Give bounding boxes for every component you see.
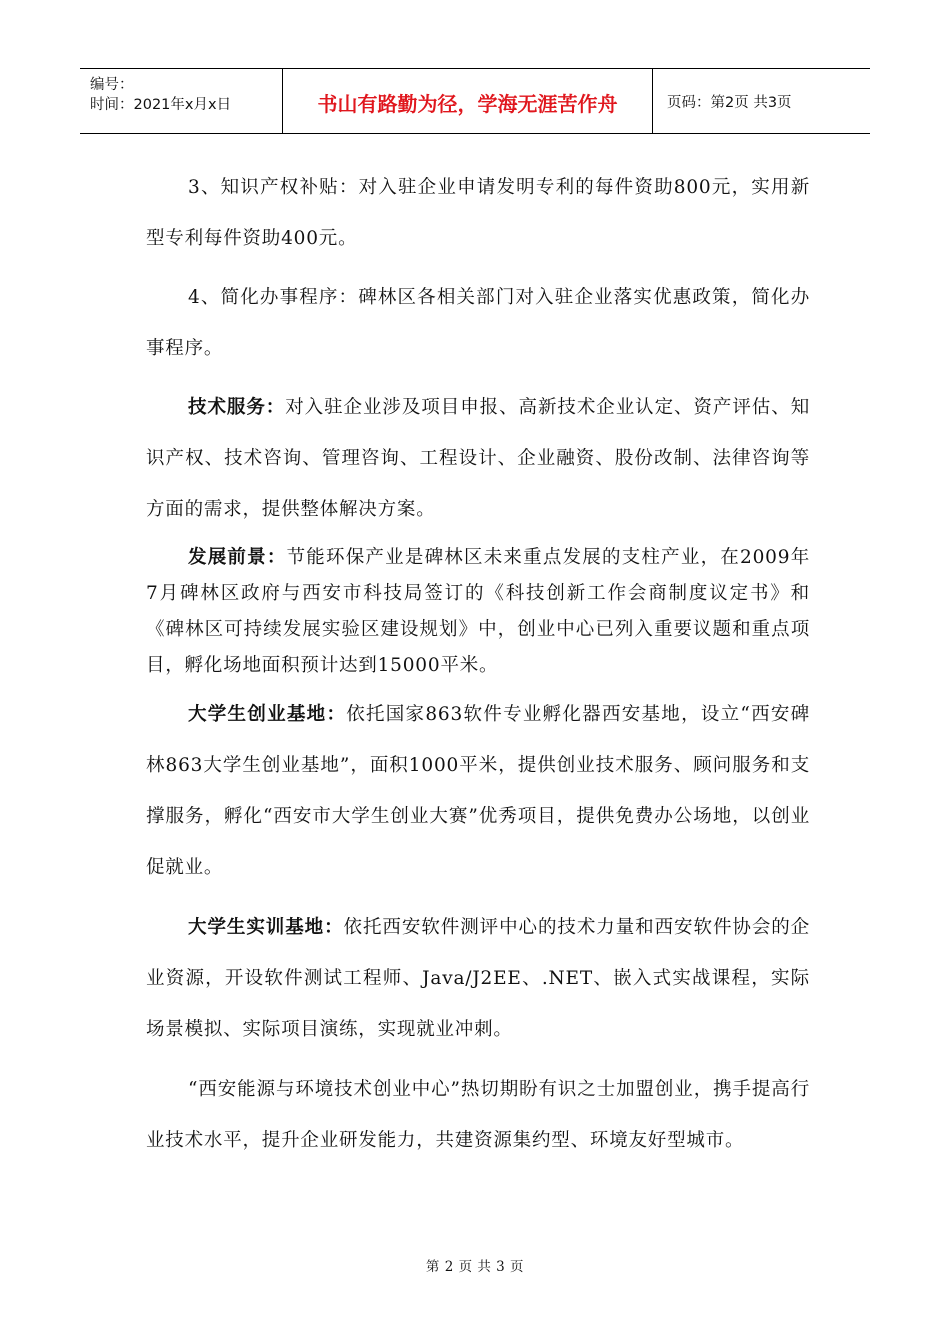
paragraph-text: 依托国家863软件专业孵化器西安基地，设立“西安碑林863大学生创业基地”，面积1000平米，提供创业技术服务、顾问服务和支撑服务，孵化“西安市大学生创业大赛”优秀项目，提供免费办公场地，以创业促就业。: [146, 704, 810, 878]
header-page-info: 页码：第2页 共3页: [667, 94, 792, 111]
paragraph-simplify-procedure: [146, 272, 810, 374]
paragraph-student-training-base: [146, 902, 810, 1055]
paragraph-technical-services: [146, 382, 810, 535]
page-footer: [0, 1255, 950, 1275]
document-body: [146, 162, 810, 1166]
document-date-label: 时间：2021年x月x日: [90, 97, 232, 113]
header-meta-cell: [80, 69, 283, 133]
header-table: [80, 68, 870, 134]
paragraph-lead: 发展前景：: [188, 547, 287, 568]
paragraph-closing-invitation: [146, 1064, 810, 1166]
paragraph-student-startup-base: [146, 689, 810, 893]
paragraph-lead: 技术服务：: [188, 397, 286, 418]
paragraph-text: 依托西安软件测评中心的技术力量和西安软件协会的企业资源，开设软件测试工程师、Java/J2EE、.NET、嵌入式实战课程，实际场景模拟、实际项目演练，实现就业冲刺。: [146, 917, 811, 1040]
paragraph-text: 4、简化办事程序：碑林区各相关部门对入驻企业落实优惠政策，简化办事程序。: [146, 287, 810, 359]
header-motto: 书山有路勤为径，学海无涯苦作舟: [317, 91, 618, 116]
paragraph-lead: 大学生实训基地：: [188, 917, 344, 938]
paragraph-text: 3、知识产权补贴：对入驻企业申请发明专利的每件资助800元，实用新型专利每件资助400元。: [146, 177, 810, 249]
paragraph-text: “西安能源与环境技术创业中心”热切期盼有识之士加盟创业，携手提高行业技术水平，提升企业研发能力，共建资源集约型、环境友好型城市。: [146, 1079, 810, 1151]
paragraph-lead: 大学生创业基地：: [188, 704, 347, 725]
header-page-cell: [653, 69, 870, 133]
paragraph-text: 对入驻企业涉及项目申报、高新技术企业认定、资产评估、知识产权、技术咨询、管理咨询、工程设计、企业融资、股份改制、法律咨询等方面的需求，提供整体解决方案。: [146, 397, 810, 520]
paragraph-ip-subsidy: [146, 162, 810, 264]
paragraph-text: 节能环保产业是碑林区未来重点发展的支柱产业，在2009年7月碑林区政府与西安市科技局签订的《科技创新工作会商制度议定书》和《碑林区可持续发展实验区建设规划》中，创业中心已列入重要议题和重点项目，孵化场地面积预计达到15000平米。: [146, 547, 810, 676]
document-number-label: 编号：: [90, 77, 134, 93]
footer-page-number: 第 2 页 共 3 页: [425, 1259, 525, 1275]
paragraph-development-prospects: [146, 540, 810, 684]
header-motto-cell: [283, 69, 653, 133]
